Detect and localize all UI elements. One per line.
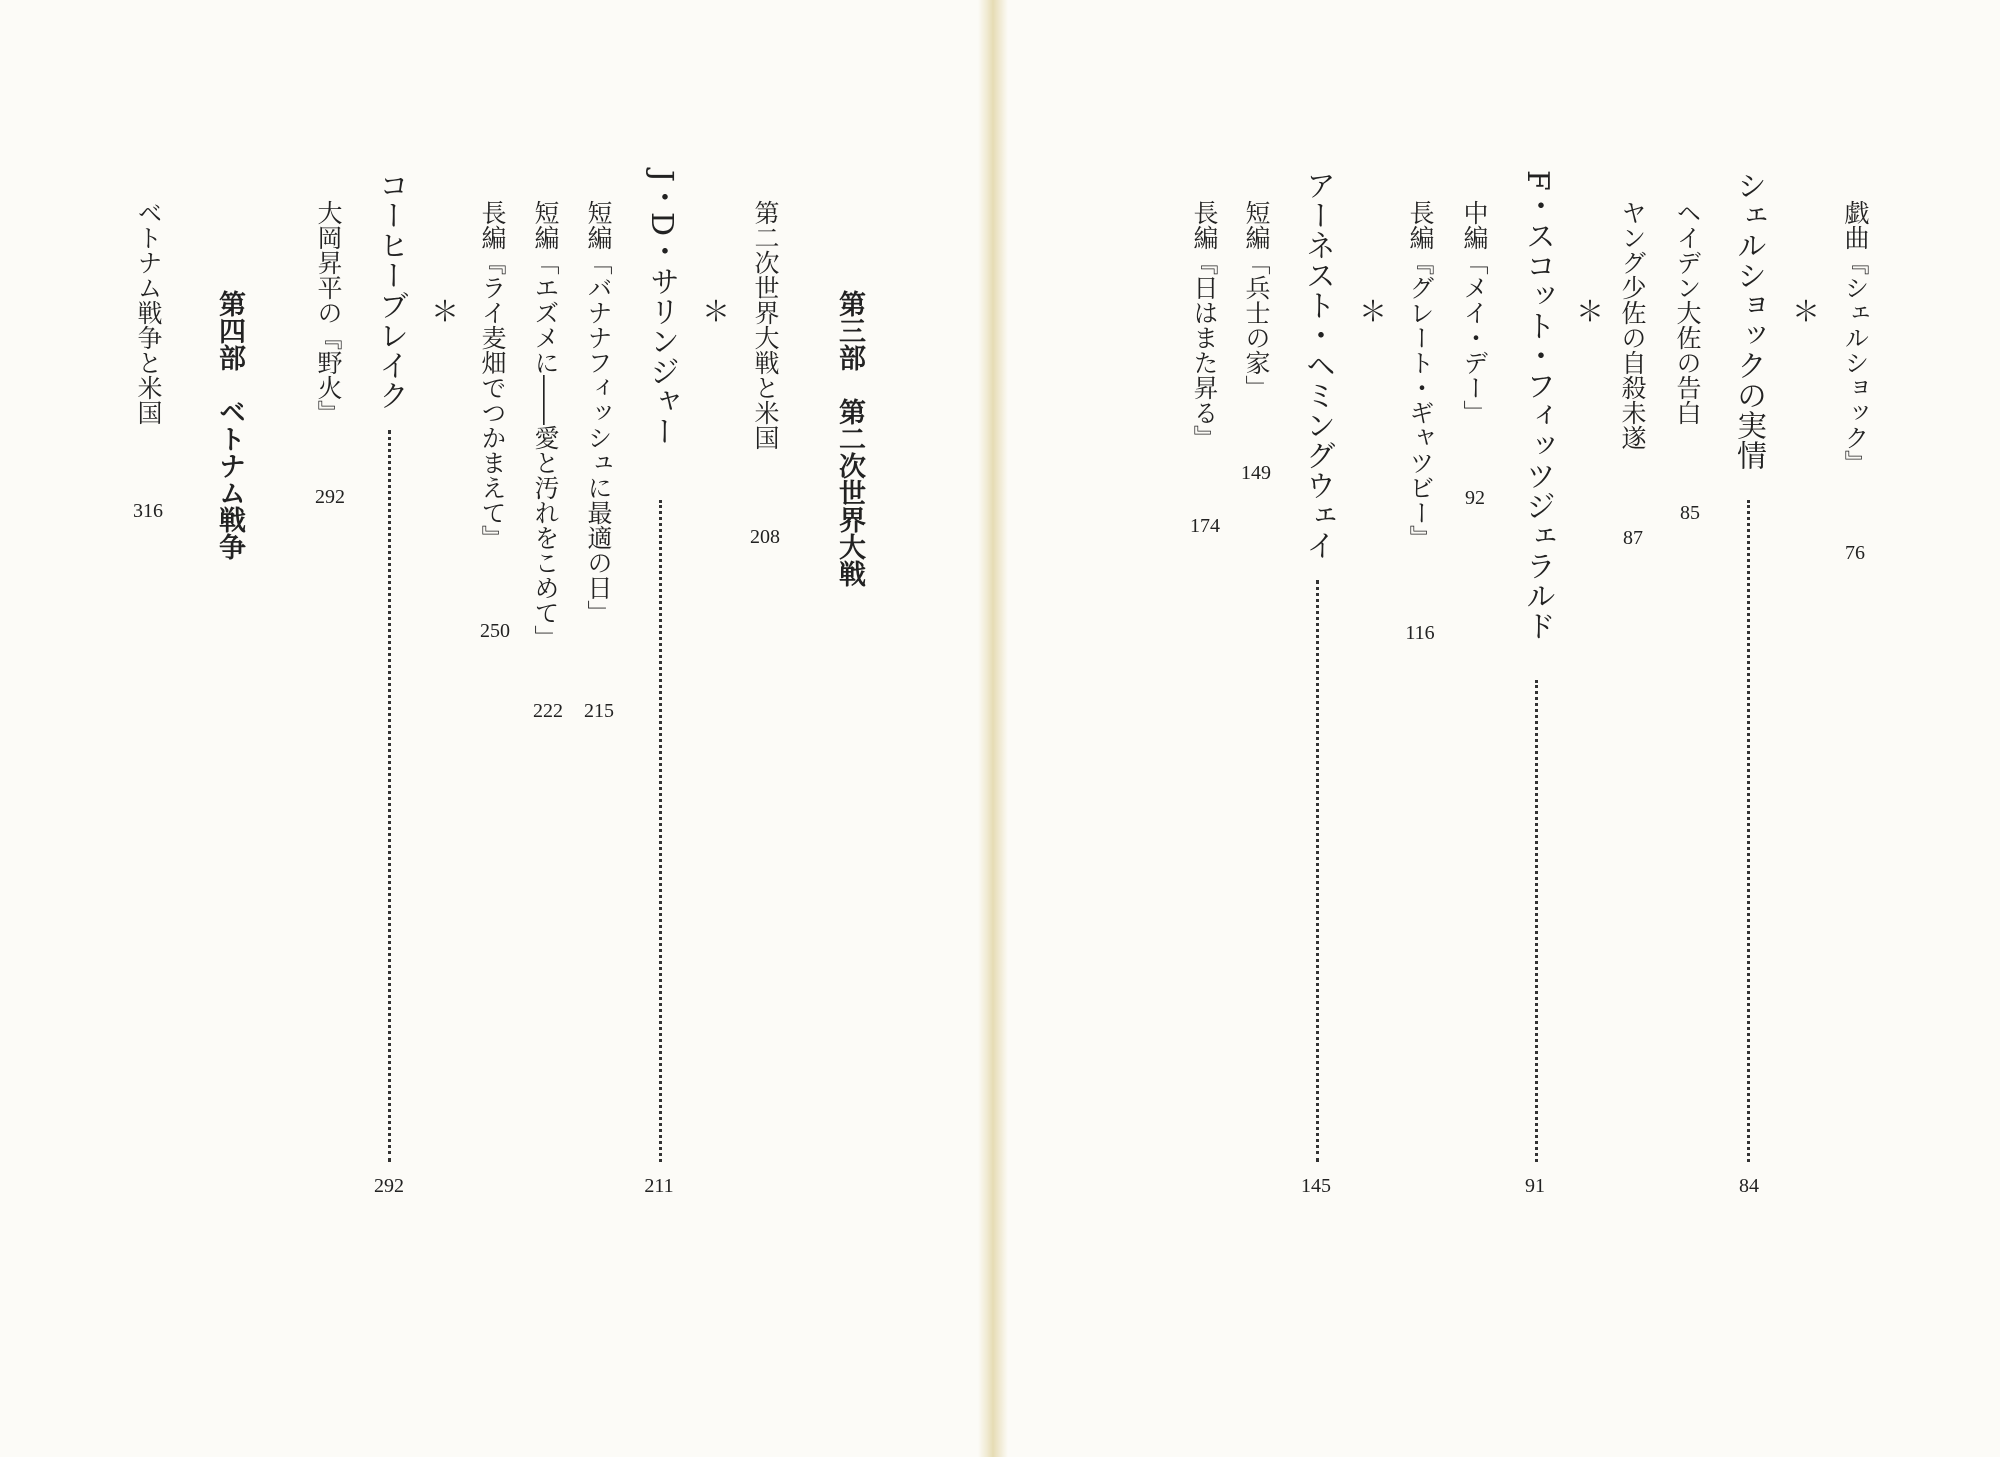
toc-entry-soldier[interactable]: 短編「兵士の家」: [1242, 200, 1271, 400]
separator-asterisk: ＊: [1791, 295, 1821, 328]
page-number: 316: [133, 500, 163, 522]
toc-entry-hayden[interactable]: ヘイデン大佐の告白: [1673, 200, 1702, 425]
separator-asterisk: ＊: [1358, 295, 1388, 328]
toc-entry-vietnam-us[interactable]: ベトナム戦争と米国: [134, 200, 163, 425]
toc-entry-young[interactable]: ヤング少佐の自殺未遂: [1618, 200, 1647, 450]
toc-entry-bananafish[interactable]: 短編「バナナフィッシュに最適の日」: [584, 200, 613, 625]
toc-entry-shell-reality[interactable]: シェルショックの実情: [1731, 170, 1766, 470]
toc-entry-catcher[interactable]: 長編『ライ麦畑でつかまえて』: [478, 200, 507, 550]
leader-dots: [388, 430, 391, 1162]
page-number: 91: [1525, 1175, 1545, 1197]
toc-entry-gatsby[interactable]: 長編『グレート・ギャツビー』: [1406, 200, 1435, 550]
separator-asterisk: ＊: [701, 295, 731, 328]
toc-entry-hemingway[interactable]: アーネスト・ヘミングウェイ: [1300, 170, 1335, 560]
page-number: 85: [1680, 502, 1700, 524]
page-number: 292: [315, 486, 345, 508]
page-number: 222: [533, 700, 563, 722]
book-gutter: [978, 0, 1008, 1457]
page-number: 84: [1739, 1175, 1759, 1197]
page-number: 92: [1465, 487, 1485, 509]
toc-entry-esme[interactable]: 短編「エズメに――愛と汚れをこめて」: [531, 200, 560, 650]
page-number: 149: [1241, 462, 1271, 484]
leader-dots: [1747, 500, 1750, 1162]
toc-entry-ww2-us[interactable]: 第二次世界大戦と米国: [751, 200, 780, 450]
page-number: 211: [644, 1175, 674, 1197]
toc-entry-mayday[interactable]: 中編「メイ・デー」: [1460, 200, 1489, 425]
page-number: 116: [1405, 622, 1435, 644]
leader-dots: [1535, 680, 1538, 1162]
page-number: 145: [1301, 1175, 1331, 1197]
toc-entry-fitzgerald[interactable]: F・スコット・フィッツジェラルド: [1520, 170, 1555, 641]
page-number: 87: [1623, 527, 1643, 549]
part-heading-part4: 第四部 ベトナム戦争: [214, 290, 245, 560]
page-number: 215: [584, 700, 614, 722]
toc-entry-coffee[interactable]: コーヒーブレイク: [373, 170, 408, 410]
toc-entry-shell-play[interactable]: 戯曲『シェルショック』: [1841, 200, 1870, 475]
part-heading-part3: 第三部 第二次世界大戦: [834, 290, 865, 587]
page-number: 76: [1845, 542, 1865, 564]
toc-entry-sun[interactable]: 長編『日はまた昇る』: [1190, 200, 1219, 450]
separator-asterisk: ＊: [430, 295, 460, 328]
page-number: 208: [750, 526, 780, 548]
leader-dots: [1316, 580, 1319, 1162]
separator-asterisk: ＊: [1575, 295, 1605, 328]
page-number: 250: [480, 620, 510, 642]
page-number: 292: [374, 1175, 404, 1197]
toc-entry-salinger[interactable]: J・D・サリンジャー: [644, 170, 679, 447]
leader-dots: [659, 500, 662, 1162]
toc-entry-nobi[interactable]: 大岡昇平の『野火』: [314, 200, 343, 425]
page-number: 174: [1190, 515, 1220, 537]
